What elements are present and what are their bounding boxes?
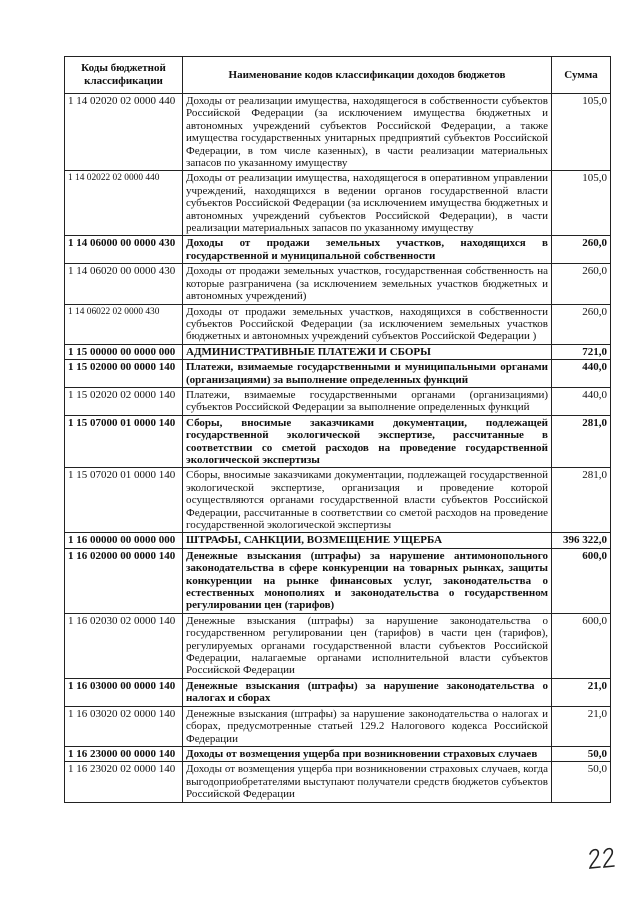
code-cell: 1 16 03020 02 0000 140 — [65, 706, 183, 746]
sum-cell: 721,0 — [552, 344, 611, 359]
code-cell: 1 16 23020 02 0000 140 — [65, 762, 183, 802]
table-row — [65, 264, 611, 304]
table-body — [65, 94, 611, 803]
table-row — [65, 548, 611, 613]
sum-cell: 105,0 — [552, 171, 611, 236]
sum-cell: 600,0 — [552, 613, 611, 678]
code-cell: 1 15 02000 00 0000 140 — [65, 360, 183, 388]
name-cell: АДМИНИСТРАТИВНЫЕ ПЛАТЕЖИ И СБОРЫ — [183, 344, 552, 359]
code-cell: 1 14 06022 02 0000 430 — [65, 304, 183, 344]
code-cell: 1 15 07020 01 0000 140 — [65, 468, 183, 533]
code-cell: 1 14 02022 02 0000 440 — [65, 171, 183, 236]
name-cell: Сборы, вносимые заказчиками документации, подлежащей государственной экологической экспертизе, организация и проведение которой осуществляются органами государственной власти субъектов Российской Федерации, рассчитанные в соответствии со сметой расходов на проведение государственной экологической экспертизы — [183, 468, 552, 533]
sum-cell: 396 322,0 — [552, 533, 611, 548]
code-cell: 1 14 02020 02 0000 440 — [65, 94, 183, 171]
sum-cell: 105,0 — [552, 94, 611, 171]
code-cell: 1 16 02000 00 0000 140 — [65, 548, 183, 613]
code-cell: 1 15 02020 02 0000 140 — [65, 387, 183, 415]
name-cell: Денежные взыскания (штрафы) за нарушение антимонопольного законодательства в сфере конкуренции на товарных рынках, защиты конкуренции на рынке финансовых услуг, законодательства о естественных монополиях и законодательства о государственном регулировании цен (тарифов) — [183, 548, 552, 613]
table-row — [65, 468, 611, 533]
name-cell: Доходы от продажи земельных участков, находящихся в государственной и муниципальной собственности — [183, 236, 552, 264]
name-cell: Денежные взыскания (штрафы) за нарушение законодательства о налогах и сборах — [183, 678, 552, 706]
code-cell: 1 16 03000 00 0000 140 — [65, 678, 183, 706]
table-row — [65, 171, 611, 236]
sum-cell: 260,0 — [552, 264, 611, 304]
sum-cell: 50,0 — [552, 746, 611, 761]
sum-cell: 21,0 — [552, 706, 611, 746]
sum-cell: 281,0 — [552, 468, 611, 533]
table-row — [65, 415, 611, 468]
name-cell: Денежные взыскания (штрафы) за нарушение законодательства о государственном регулировании цен (тарифов) в части цен (тарифов), регулируемых органами государственной власти субъектов Российской Федерации, налагаемые органами исполнительной власти субъектов Российской Федерации — [183, 613, 552, 678]
header-sum: Сумма — [552, 57, 611, 94]
sum-cell: 21,0 — [552, 678, 611, 706]
code-cell: 1 14 06000 00 0000 430 — [65, 236, 183, 264]
name-cell: Сборы, вносимые заказчиками документации, подлежащей государственной экологической экспертизе, рассчитанные в соответствии со сметой расходов на проведение государственной экологической экспертизы — [183, 415, 552, 468]
table-row — [65, 613, 611, 678]
sum-cell: 260,0 — [552, 304, 611, 344]
table-row — [65, 706, 611, 746]
header-name: Наименование кодов классификации доходов бюджетов — [183, 57, 552, 94]
table-row — [65, 746, 611, 761]
table-row — [65, 678, 611, 706]
table-row — [65, 533, 611, 548]
table-row — [65, 94, 611, 171]
sum-cell: 281,0 — [552, 415, 611, 468]
sum-cell: 260,0 — [552, 236, 611, 264]
name-cell: Доходы от возмещения ущерба при возникновении страховых случаев, когда выгодоприобретателями выступают получатели средств бюджетов субъектов Российской Федерации — [183, 762, 552, 802]
sum-cell: 440,0 — [552, 387, 611, 415]
name-cell: ШТРАФЫ, САНКЦИИ, ВОЗМЕЩЕНИЕ УЩЕРБА — [183, 533, 552, 548]
code-cell: 1 16 00000 00 0000 000 — [65, 533, 183, 548]
table-row — [65, 304, 611, 344]
handwritten-page-number — [586, 842, 622, 876]
name-cell: Платежи, взимаемые государственными и муниципальными органами (организациями) за выполнение определенных функций — [183, 360, 552, 388]
name-cell: Доходы от продажи земельных участков, находящихся в собственности субъектов Российской Федерации (за исключением земельных участков бюджетных и автономных учреждений субъектов Российской Федерации ) — [183, 304, 552, 344]
name-cell: Доходы от реализации имущества, находящегося в оперативном управлении учреждений, находящихся в ведении органов государственной власти субъектов Российской Федерации (за исключением имущества бюджетных и автономных учреждений субъектов Российской Федерации), в части реализации материальных запасов по указанному имуществу — [183, 171, 552, 236]
revenue-codes-table — [64, 56, 611, 803]
table-row — [65, 387, 611, 415]
name-cell: Доходы от продажи земельных участков, государственная собственность на которые разграничена (за исключением земельных участков бюджетных и автономных учреждений) — [183, 264, 552, 304]
code-cell: 1 16 23000 00 0000 140 — [65, 746, 183, 761]
code-cell: 1 15 00000 00 0000 000 — [65, 344, 183, 359]
name-cell: Денежные взыскания (штрафы) за нарушение законодательства о налогах и сборах, предусмотренные статьей 129.2 Налогового кодекса Российской Федерации — [183, 706, 552, 746]
table-row — [65, 236, 611, 264]
table-row — [65, 762, 611, 802]
table-header-row — [65, 57, 611, 94]
header-code: Коды бюджетной классификации — [65, 57, 183, 94]
code-cell: 1 16 02030 02 0000 140 — [65, 613, 183, 678]
name-cell: Доходы от возмещения ущерба при возникновении страховых случаев — [183, 746, 552, 761]
table-row — [65, 344, 611, 359]
table-row — [65, 360, 611, 388]
code-cell: 1 14 06020 00 0000 430 — [65, 264, 183, 304]
sum-cell: 50,0 — [552, 762, 611, 802]
sum-cell: 440,0 — [552, 360, 611, 388]
code-cell: 1 15 07000 01 0000 140 — [65, 415, 183, 468]
name-cell: Доходы от реализации имущества, находящегося в собственности субъектов Российской Федерации (за исключением имущества бюджетных и автономных учреждений субъектов Российской Федерации, а также имущества государственных унитарных предприятий субъектов Российской Федерации, в том числе казенных), в части реализации материальных запасов по указанному имуществу — [183, 94, 552, 171]
sum-cell: 600,0 — [552, 548, 611, 613]
name-cell: Платежи, взимаемые государственными органами (организациями) субъектов Российской Федерации за выполнение определенных функций — [183, 387, 552, 415]
